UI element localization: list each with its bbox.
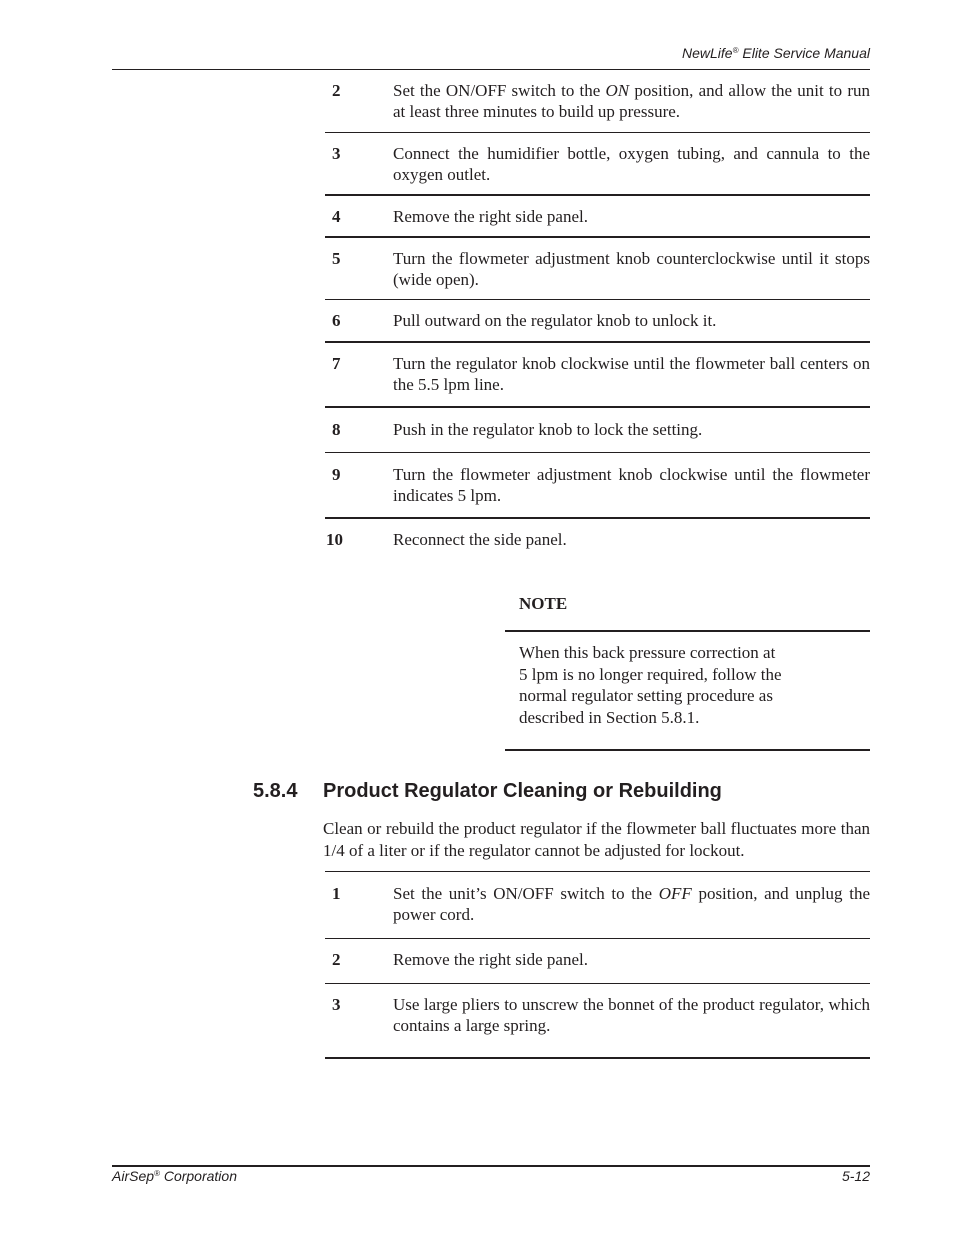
step-row <box>325 406 870 452</box>
step-text: Turn the regulator knob clockwise until the flowmeter ball centers on the 5.5 lpm line. <box>393 354 870 394</box>
step-row <box>325 236 870 299</box>
step-row <box>325 194 870 236</box>
page-number: 5-12 <box>841 1168 870 1184</box>
step-text: Connect the humidifier bottle, oxygen tubing, and cannula to the oxygen outlet. <box>393 144 870 184</box>
step-row <box>325 938 870 983</box>
step-number: 9 <box>332 465 341 484</box>
step-text: Pull outward on the regulator knob to unlock it. <box>393 311 717 330</box>
step-number: 3 <box>332 995 341 1014</box>
footer-rule <box>112 1165 870 1167</box>
step-row <box>325 70 870 132</box>
step-number: 4 <box>332 207 341 226</box>
step-number: 7 <box>332 354 341 373</box>
header-reg-mark: ® <box>732 46 739 55</box>
step-number: 2 <box>332 81 341 100</box>
step-row <box>325 341 870 406</box>
step-row <box>325 452 870 517</box>
step-number: 8 <box>332 420 341 439</box>
note-title: NOTE <box>519 594 568 613</box>
note-line: 5 lpm is no longer required, follow the <box>519 664 782 684</box>
step-number: 2 <box>332 950 341 969</box>
step-number: 1 <box>332 884 341 903</box>
note-line: When this back pressure correction at <box>519 643 776 662</box>
section-intro: Clean or rebuild the product regulator if the flowmeter ball fluctuates more than 1/4 of a liter or if the regulator cannot be adjusted for lockout. <box>323 819 870 860</box>
note-body <box>519 642 849 728</box>
note-line: described in Section 5.8.1. <box>519 707 700 727</box>
step-text: Reconnect the side panel. <box>393 530 567 549</box>
step-text: Push in the regulator knob to lock the setting. <box>393 420 703 439</box>
step-text: Set the unit’s ON/OFF switch to the OFF position, and unplug the power cord. <box>393 884 870 924</box>
step-number: 6 <box>332 311 341 330</box>
procedure-steps-a <box>325 70 870 561</box>
footer-company: AirSep® Corporation <box>112 1168 237 1184</box>
note-rule-top <box>505 630 870 632</box>
step-text: Set the ON/OFF switch to the ON position, and allow the unit to run at least three minutes to build up pressure. <box>393 81 870 121</box>
section-number: 5.8.4 <box>253 780 298 802</box>
step-row <box>325 983 870 1059</box>
header-title: Elite Service Manual <box>738 45 870 61</box>
header-brand: NewLife <box>681 45 733 61</box>
step-number: 10 <box>326 530 343 549</box>
step-emphasis: OFF <box>658 884 692 903</box>
step-text: Remove the right side panel. <box>393 950 588 969</box>
step-row <box>325 132 870 194</box>
step-text: Turn the flowmeter adjustment knob clockwise until the flowmeter indicates 5 lpm. <box>393 465 870 505</box>
step-number: 3 <box>332 144 341 163</box>
note-rule-bottom <box>505 749 870 751</box>
note-box <box>505 592 870 727</box>
footer-reg-mark: ® <box>154 1169 160 1178</box>
note-line: normal regulator setting procedure as <box>519 686 773 705</box>
step-number: 5 <box>332 249 341 268</box>
step-emphasis: ON <box>605 81 630 100</box>
step-row <box>325 299 870 341</box>
running-header <box>682 45 870 61</box>
step-row <box>325 517 870 561</box>
step-text: Remove the right side panel. <box>393 207 588 226</box>
step-row <box>325 871 870 938</box>
step-text: Turn the flowmeter adjustment knob counterclockwise until it stops (wide open). <box>393 249 870 289</box>
procedure-steps-b <box>325 871 870 1059</box>
section-title: Product Regulator Cleaning or Rebuilding <box>323 780 722 802</box>
step-text: Use large pliers to unscrew the bonnet of the product regulator, which contains a large spring. <box>393 995 870 1035</box>
